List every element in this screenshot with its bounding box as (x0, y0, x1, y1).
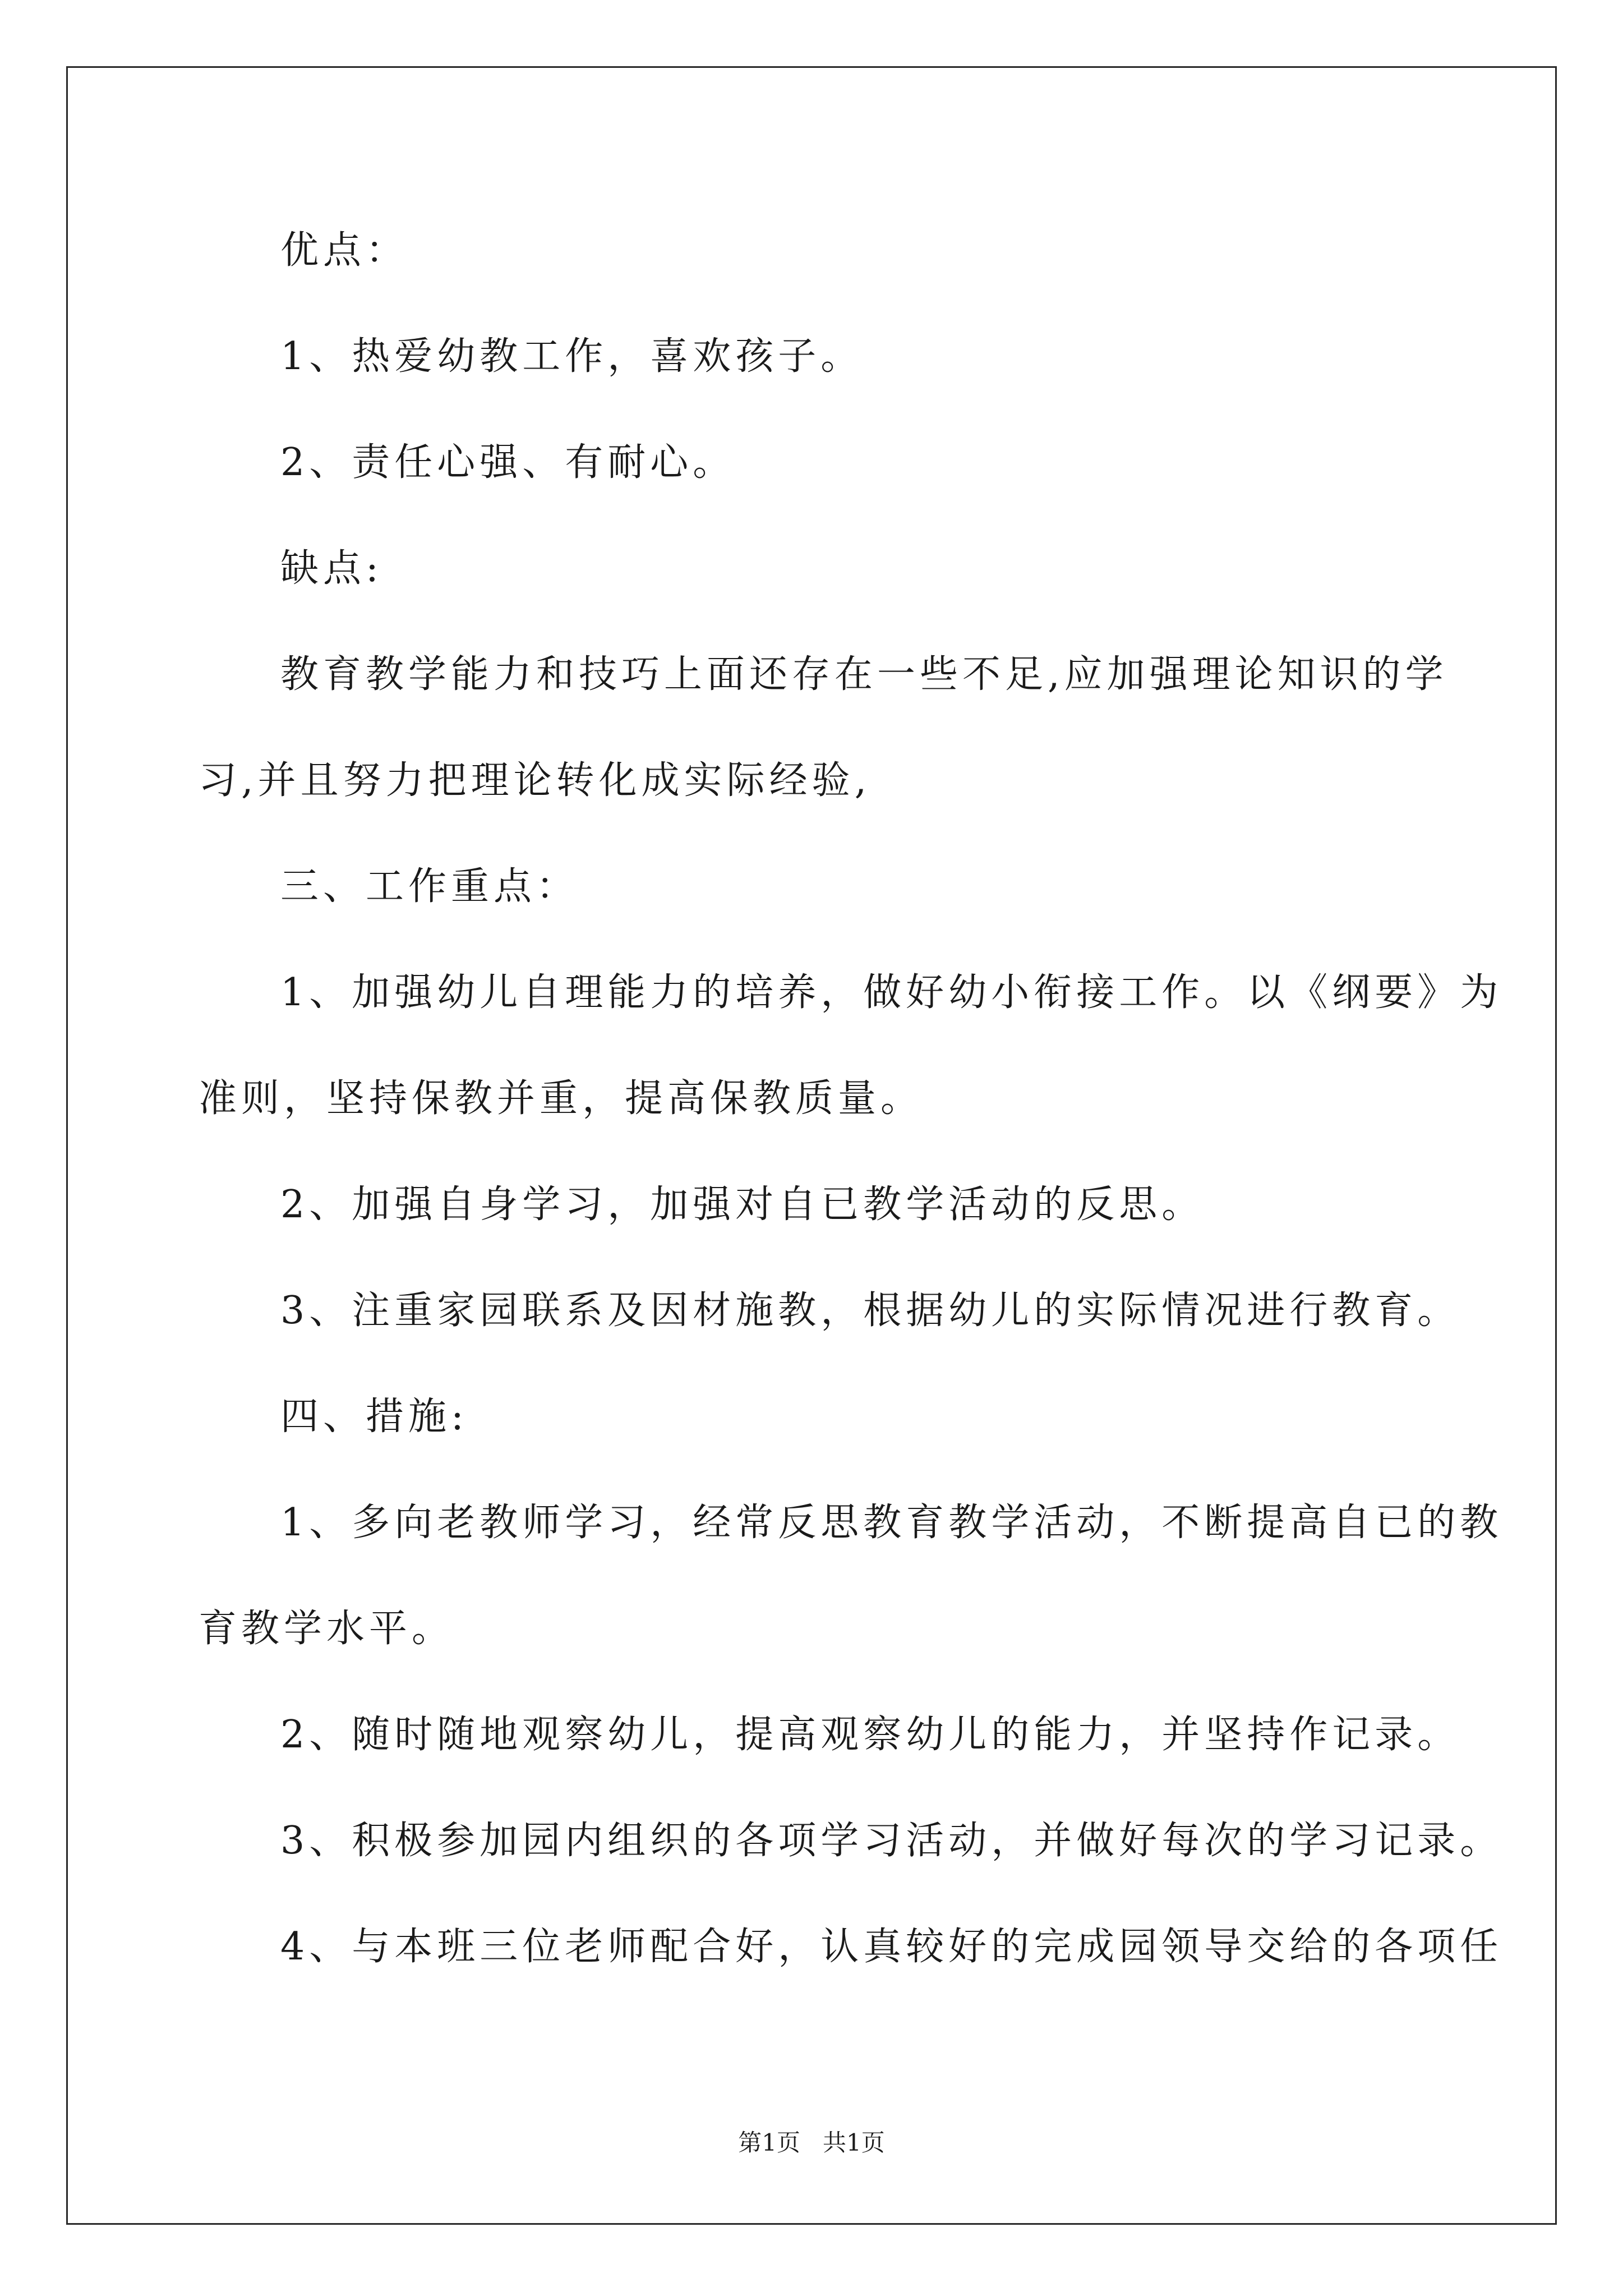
section-heading: 三、工作重点： (280, 864, 579, 909)
text-line: 4、与本班三位老师配合好，认真较好的完成园领导交给的各项任 (280, 1925, 1503, 1969)
text-line: 准则，坚持保教并重，提高保教质量。 (199, 1076, 924, 1121)
text-line: 习,并且努力把理论转化成实际经验, (199, 758, 872, 803)
text-line: 3、注重家园联系及因材施教，根据幼儿的实际情况进行教育。 (280, 1289, 1460, 1333)
text-line: 1、加强幼儿自理能力的培养，做好幼小衔接工作。以《纲要》为 (280, 970, 1503, 1015)
page-border (66, 66, 1557, 2225)
text-line: 缺点: (280, 546, 383, 591)
text-line: 教育教学能力和技巧上面还存在一些不足,应加强理论知识的学 (280, 652, 1448, 697)
text-line: 2、责任心强、有耐心。 (280, 440, 736, 485)
text-line: 1、热爱幼教工作，喜欢孩子。 (280, 334, 864, 379)
text-line: 3、积极参加园内组织的各项学习活动，并做好每次的学习记录。 (280, 1819, 1503, 1863)
text-line: 1、多向老教师学习，经常反思教育教学活动，不断提高自已的教 (280, 1501, 1503, 1545)
text-line: 2、加强自身学习，加强对自已教学活动的反思。 (280, 1182, 1205, 1227)
text-line: 优点： (280, 228, 409, 273)
text-line: 2、随时随地观察幼儿，提高观察幼儿的能力，并坚持作记录。 (280, 1713, 1460, 1757)
page-footer: 第1页 共1页 (738, 2129, 885, 2156)
section-heading: 四、措施: (280, 1395, 468, 1439)
text-line: 育教学水平。 (199, 1607, 455, 1651)
